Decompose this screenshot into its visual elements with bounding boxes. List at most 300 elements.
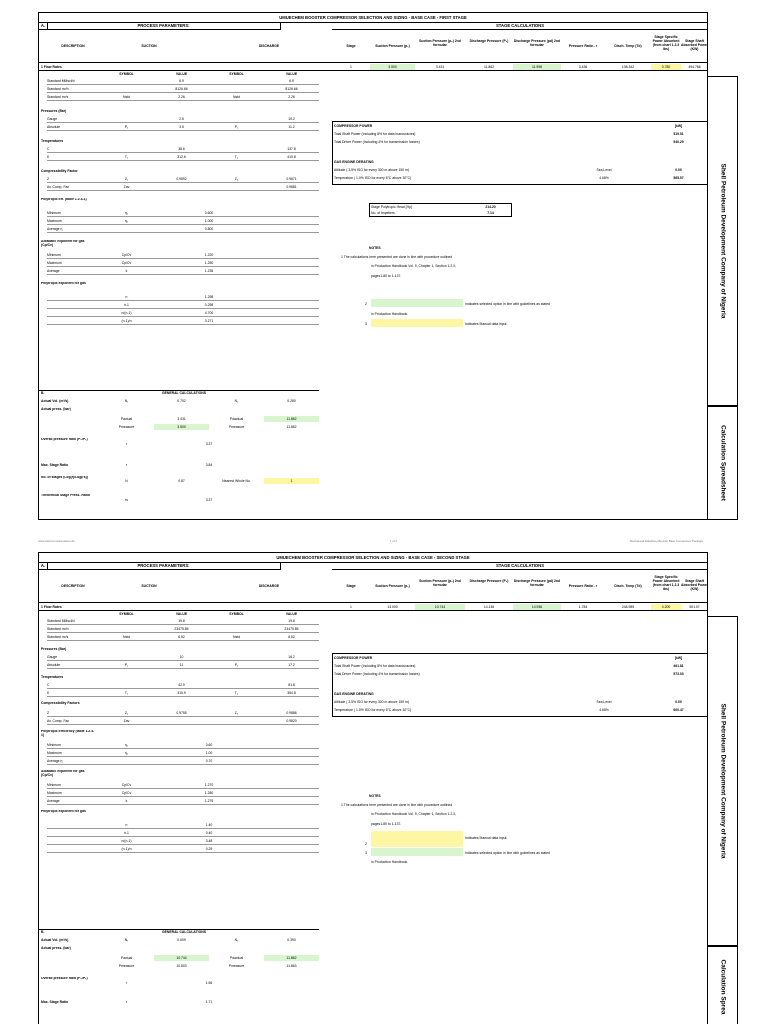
head-value: 214.20 [485, 205, 496, 209]
actual-vol-label: Actual Vol. (m³/s) [41, 938, 69, 942]
poly-max-cell-2: 1.000 [204, 219, 214, 223]
poly-min-cell-2: 0.60 [205, 743, 213, 747]
actual-vol-sym2: N₂ [234, 399, 239, 403]
col-suction-pressure-2: Suction Pressure (p₂) 2nd formular [419, 579, 461, 587]
ap-sym2: Pmeasure [228, 964, 245, 968]
z-avg-row-cell-0: Av. Comp. Fac [47, 719, 70, 723]
sheet-title: UMUECHEM BOOSTER COMPRESSOR SELECTION AND SIZING - BASE CASE - FIRST STAGE [39, 13, 707, 23]
overall-ratio-sym: r [125, 442, 128, 446]
poly-avg-cell-0: Average η [47, 227, 63, 231]
table-gridline [47, 308, 319, 309]
actual-vol-sym1: N₁ [124, 399, 129, 403]
poly-avg-cell-2: 0.70 [205, 759, 213, 763]
compressor-power-label: COMPRESSOR POWER [334, 656, 373, 660]
poly-min-cell-1: η₁ [124, 211, 129, 215]
symbol-header: SYMBOL [119, 72, 134, 76]
flow-row-m3h-cell-2: 23475.85 [174, 627, 189, 631]
flow-row-m3h-cell-4: 23475.85 [284, 627, 299, 631]
stage-number: 1 [350, 605, 352, 609]
company-name: Shell Petroleum Development Company of Nigeria [719, 703, 726, 859]
adia-avg-cell-2: 1.275 [204, 799, 214, 803]
pressure-ratio-value: 3.436 [578, 65, 588, 69]
adia-min-cell-0: Minimum [47, 253, 61, 257]
table-gridline [47, 84, 319, 85]
col-pressure-ratio: Pressure Ratio - r [568, 584, 598, 588]
col-suction: SUCTION [141, 584, 157, 588]
pressure-absolute-cell-2: 3.5 [179, 125, 184, 129]
temp-c-cell-2: 38.6 [178, 147, 185, 151]
polyexp-n1-cell-2: 0.298 [204, 303, 214, 307]
polyexp-inv-cell-1: (n-1)/n [121, 319, 132, 323]
table-gridline [47, 688, 319, 689]
temperature-value: 600.47 [673, 708, 684, 712]
ap-val1: 10.803 [176, 964, 187, 968]
nearest-label: Nearest Whole No. [222, 479, 251, 483]
note-line-3: pages1-80 to 1-137. [371, 274, 402, 278]
poly-max-cell-0: Maximum [47, 751, 62, 755]
theo-ratio-label: Theoretical Stage Press. Ratio [41, 494, 90, 497]
table-gridline [47, 182, 319, 183]
ap-val1: 3.431 [177, 417, 186, 421]
flow-row-mmscfd-cell-2: 19.8 [178, 619, 185, 623]
temp-k-cell-2: 312.6 [177, 155, 186, 159]
temp-c-cell-2: 42.9 [178, 683, 185, 687]
footer-left: www.shell.com/calculation.xls [38, 539, 75, 543]
polyexp-n1-cell-1: n-1 [124, 831, 129, 835]
temp-k-cell-4: 354.8 [287, 691, 296, 695]
col-discharge-pressure-2: Discharge Pressure (pd) 2nd formular [513, 579, 561, 587]
overall-ratio-label: Overall pressure ratio (P₂/P₁) [41, 438, 88, 441]
polyexp-inv-cell-2: 0.29 [205, 847, 213, 851]
actual-vol-val2: 0.390 [287, 938, 296, 942]
table-gridline [47, 696, 319, 697]
table-gridline [47, 828, 319, 829]
col-discharge-pressure: Discharge Pressure (P₂) [469, 39, 509, 43]
total-shaft-label: Total Shaft Power (Including 8% for data inaccuracies) [334, 132, 416, 136]
col-specific-power: Stage Specific Power Absorbed (from chart 1.2.3 ibs) [652, 35, 680, 51]
altitude-mid: Sea Level [596, 700, 612, 704]
polyexp-label: Polytropic exponent for gas [41, 810, 86, 813]
col-suction-pressure: Suction Pressure (p₁) [375, 584, 410, 588]
note-2-num: 2 [365, 302, 367, 306]
poly-min-cell-2: 0.600 [204, 211, 214, 215]
adia-min-cell-2: 1.220 [204, 253, 214, 257]
max-stage-sym: r [125, 463, 128, 467]
ap-sym2: Pdactual [229, 956, 244, 960]
nearest-val[interactable]: 1 [264, 478, 319, 484]
z-row-cell-4: 0.9871 [286, 177, 297, 181]
z-label: Compressibility Factors [41, 701, 80, 705]
temp-k-cell-1: T₁ [124, 691, 129, 695]
altitude-mid: Sea Level [596, 168, 612, 172]
table-gridline [47, 756, 319, 757]
polyexp-label: Polytropic exponent for gas [41, 282, 86, 285]
polyexp-ratio-cell-2: 4.700 [204, 311, 214, 315]
ap-sym1: Pmeasure [118, 425, 135, 429]
notes-label: NOTES [369, 794, 381, 798]
temp-k-cell-0: K [47, 691, 50, 695]
note-3-swatch [371, 319, 463, 327]
table-gridline [47, 160, 319, 161]
actual-vol-sym1: N₁ [124, 938, 129, 942]
value-header-2: VALUE [285, 612, 298, 616]
actual-vol-val2: 0.280 [287, 399, 296, 403]
total-shaft-label: Total Shaft Power (Including 8% for data inaccuracies) [334, 664, 416, 668]
note-3-num: 3 [365, 851, 367, 855]
adia-avg-cell-2: 1.235 [204, 269, 214, 273]
note-line-2: in Production Handbook Vol. 9, Chapter 1, Section 1.2.3, [371, 264, 457, 268]
adia-min-cell-1: Cp/Cv [121, 253, 132, 257]
table-gridline [47, 100, 319, 101]
adia-min-cell-1: Cp/Cv [121, 783, 132, 787]
theo-ratio-val: 3.37 [205, 498, 213, 502]
flow-row-m3s-cell-1: Nstd [123, 95, 130, 99]
adia-avg-cell-0: Average [47, 269, 60, 273]
head-label: Stage Polytropic Head [Hp] [371, 205, 412, 209]
temp-c-cell-4: 81.8 [288, 683, 295, 687]
ap-val2: 11.862 [286, 425, 297, 429]
suction-pressure-2-value[interactable]: 10.744 [415, 604, 465, 610]
altitude-value: 0.00 [675, 168, 682, 172]
poly-max-cell-1: η₂ [124, 751, 129, 755]
table-gridline [47, 624, 319, 625]
z-row-cell-1: Z₁ [124, 177, 129, 181]
shaft-power-value: 501.07 [689, 605, 700, 609]
kw-label: [kW] [674, 656, 683, 660]
poly-eff-label: Polytropic Eff. (table 1.2.3-1) [41, 198, 87, 201]
pressure-gauge-cell-0: Gauge [47, 117, 58, 121]
suction-pressure-value[interactable]: 3.500 [370, 64, 415, 70]
temp-k-cell-3: T₂ [234, 691, 239, 695]
doc-type: Calculation Spreadsheet [719, 425, 726, 501]
shaft-power-value: 494.766 [688, 65, 701, 69]
table-gridline [47, 122, 319, 123]
col-pressure-ratio: Pressure Ratio - r [568, 44, 598, 48]
pressures-label: Pressures (Bar) [41, 647, 67, 651]
note-2-swatch [371, 299, 463, 307]
flow-row-m3h-cell-4: 8126.66 [285, 87, 298, 91]
impellers-value: 7.14 [487, 211, 494, 215]
z-avg-row-cell-1: Zav [123, 185, 130, 189]
table-gridline [47, 844, 319, 845]
disch-temp-value: 248.989 [621, 605, 635, 609]
polyexp-inv-cell-2: 0.271 [204, 319, 214, 323]
pressure-ratio-value: 1.784 [578, 605, 588, 609]
z-row-cell-1: Z₁ [124, 711, 129, 715]
sheet-second-stage [38, 552, 708, 1024]
polyexp-n1-cell-1: n-1 [124, 303, 129, 307]
note-line-3: pages1-80 to 1-137. [371, 822, 402, 826]
col-discharge: DISCHARGE [258, 44, 280, 48]
z-row-cell-3: Z₂ [234, 177, 239, 181]
ap-sym1: Pactual [120, 956, 133, 960]
adia-max-cell-2: 1.280 [204, 791, 214, 795]
z-row-cell-2: 0.9755 [176, 711, 187, 715]
temperatures-label: Temperatures [41, 139, 64, 143]
section-b-marker: B. [41, 930, 45, 934]
overall-ratio-val: 1.56 [205, 981, 213, 985]
altitude-label: Altitude ( 3.5% ISO for every 300 m above 150 m) [334, 168, 410, 172]
actual-vol-val1: 0.702 [177, 399, 186, 403]
col-discharge-pressure-2: Discharge Pressure (pd) 2nd formular [513, 39, 561, 47]
table-gridline [47, 92, 319, 93]
z-row-cell-0: Z [47, 177, 50, 181]
process-params-header: PROCESS PARAMETERS: [47, 562, 281, 570]
temp-k-cell-4: 410.8 [287, 155, 296, 159]
altitude-value: 0.00 [675, 700, 682, 704]
total-drive-value: 540.29 [673, 140, 684, 144]
col-suction-pressure: Suction Pressure (p₁) [375, 44, 410, 48]
note-2b-text: in Production Handbook. [371, 312, 409, 316]
total-drive-label: Total Driver Power (Including 4% for transmission losses) [334, 672, 420, 676]
col-suction-pressure-2: Suction Pressure (p₂) 2nd formular [419, 39, 461, 47]
flow-row-m3s-cell-3: Nstd [233, 635, 240, 639]
side-panel-doc [708, 946, 738, 1024]
max-stage-sym: r [125, 1000, 128, 1004]
general-calc-header: GENERAL CALCULATIONS [162, 930, 206, 934]
flow-row-m3s-cell-0: Standard m³/s [47, 95, 69, 99]
adia-min-cell-0: Minimum [47, 783, 61, 787]
pressure-gauge-cell-2: 2.5 [179, 117, 184, 121]
flow-row-m3s-cell-2: 2.26 [178, 95, 185, 99]
ap-val2[interactable]: 11.862 [264, 955, 319, 961]
note-3b-text: in Production Handbook. [371, 860, 409, 864]
flow-row-mmscfd-cell-4: 6.9 [289, 79, 294, 83]
ap-sym1: Pactual [120, 417, 133, 421]
table-gridline [47, 852, 319, 853]
col-shaft-power: Stage Shaft Absorbed Power (KW) [681, 579, 708, 591]
temp-c-cell-0: C [47, 147, 50, 151]
actual-press-label: Actual press. (bar) [41, 946, 71, 950]
flow-rates-label: 1 Flow Rates [41, 605, 62, 609]
poly-min-cell-1: η₁ [124, 743, 129, 747]
specific-power-value[interactable]: 0.200 [651, 604, 681, 610]
poly-max-cell-2: 1.00 [205, 751, 213, 755]
note-3-num: 3 [365, 322, 367, 326]
sheet-title: UMUECHEM BOOSTER COMPRESSOR SELECTION AND SIZING - BASE CASE - SECOND STAGE [39, 553, 707, 563]
z-avg-row-cell-0: Av. Comp. Fac [47, 185, 70, 189]
table-gridline [47, 216, 319, 217]
adia-max-cell-1: Cp/Cv [121, 261, 132, 265]
symbol-header: SYMBOL [119, 612, 134, 616]
compressor-power-label: COMPRESSOR POWER [334, 124, 373, 128]
discharge-pressure-value: 11.862 [483, 65, 495, 69]
table-gridline [47, 274, 319, 275]
table-gridline [47, 130, 319, 131]
table-gridline [47, 232, 319, 233]
pressure-absolute-cell-2: 11 [179, 663, 184, 667]
pressure-gauge-cell-4: 10.2 [288, 117, 295, 121]
col-specific-power: Stage Specific Power Absorbed (from chart 1.2.3 ibs) [652, 575, 680, 591]
z-avg-row-cell-1: Zav [123, 719, 130, 723]
adiabatic-label: Adiabatic exponent for gas (Cp/Cv) [41, 770, 85, 777]
section-a: A. [39, 562, 48, 570]
polyexp-n-cell-2: 1.40 [205, 823, 213, 827]
section-b-marker: B. [41, 391, 45, 395]
footer-page: 1 of 2 [390, 539, 397, 543]
discharge-pressure-value: 14.136 [483, 605, 495, 609]
value-header-2: VALUE [285, 72, 298, 76]
table-gridline [47, 640, 319, 641]
temperature-value: 565.57 [673, 176, 684, 180]
flow-row-m3s-cell-4: 6.52 [288, 635, 295, 639]
symbol-header-2: SYMBOL [229, 72, 244, 76]
flow-row-mmscfd-cell-0: Standard MMscf/d [47, 79, 75, 83]
col-shaft-power: Stage Shaft Absorbed Power (KW) [681, 39, 708, 51]
table-gridline [47, 748, 319, 749]
table-gridline [47, 796, 319, 797]
note-line-1: 1 The calculations here presented are done in line with procedure outlined [341, 803, 453, 807]
value-header: VALUE [175, 612, 188, 616]
temp-k-cell-2: 315.9 [177, 691, 186, 695]
max-stage-label: Max. Stage Ratio [41, 463, 69, 467]
temperature-label: Temperature ( 1.0% ISO for every 5°C above 30°C) [334, 708, 412, 712]
actual-vol-val1: 0.609 [177, 938, 186, 942]
notes-label: NOTES [369, 246, 381, 250]
specific-power-value[interactable]: 0.780 [651, 64, 681, 70]
ap-val2[interactable]: 11.862 [264, 416, 319, 422]
col-stage: Stage [346, 584, 356, 588]
kw-label: [kW] [674, 124, 683, 128]
pressure-absolute-cell-3: P₂ [234, 125, 239, 129]
flow-row-m3s-cell-0: Standard m³/s [47, 635, 69, 639]
no-stages-val: 0.87 [178, 479, 185, 483]
temp-c-cell-0: C [47, 683, 50, 687]
poly-min-cell-0: Minimum [47, 211, 61, 215]
ap-sym2: Pdactual [229, 417, 244, 421]
z-row-cell-0: Z [47, 711, 50, 715]
ap-val1[interactable]: 3.500 [154, 424, 209, 430]
polyexp-n1-cell-2: 0.40 [205, 831, 213, 835]
table-gridline [47, 300, 319, 301]
ap-sym1: Pmeasure [118, 964, 135, 968]
temperature-label: Temperature ( 1.0% ISO for every 5°C above 30°C) [334, 176, 412, 180]
table-gridline [47, 668, 319, 669]
z-label: Compressibility Factor [41, 169, 78, 173]
actual-vol-label: Actual Vol. (m³/s) [41, 399, 69, 403]
max-stage-label: Max. Stage Ratio [41, 1000, 69, 1004]
col-disch-temp: Disch. Temp (Td) [614, 44, 642, 48]
flow-row-m3s-cell-2: 6.52 [178, 635, 185, 639]
note-3-swatch [371, 848, 463, 856]
derating-label: GAS ENGINE DERATING [334, 692, 374, 696]
pressure-absolute-cell-4: 17.2 [288, 663, 295, 667]
discharge-pressure-2-value[interactable]: 11.998 [513, 64, 561, 70]
adiabatic-label: Adiabatic exponent for gas (Cp/Cv) [41, 240, 85, 247]
flow-rates-label: 1 Flow Rates [41, 65, 62, 69]
pressure-absolute-cell-0: Absolute [47, 125, 61, 129]
table-gridline [47, 788, 319, 789]
poly-avg-cell-0: Average η [47, 759, 63, 763]
footer-right: Mechanical Datasheet Booster Base Compressor Package [630, 539, 703, 543]
disch-temp-value: 108.342 [621, 65, 635, 69]
adia-min-cell-2: 1.270 [204, 783, 214, 787]
flow-row-m3s-cell-4: 2.26 [288, 95, 295, 99]
table-gridline [47, 224, 319, 225]
suction-pressure-value: 13.000 [387, 605, 398, 609]
note-line-2: in Production Handbook Vol. 9, Chapter 1, Section 1.2.3, [371, 812, 457, 816]
temp-k-cell-3: T₂ [234, 155, 239, 159]
note-2-swatch [371, 831, 463, 847]
theo-ratio-sym: rs [125, 498, 128, 502]
flow-row-mmscfd-cell-4: 19.8 [288, 619, 295, 623]
col-stage: Stage [346, 44, 356, 48]
poly-eff-label: Polytropic Efficiency (table 1.2.3-1) [41, 730, 95, 737]
temp-c-cell-4: 137.8 [287, 147, 296, 151]
table-gridline [47, 804, 319, 805]
table-gridline [47, 724, 319, 725]
temp-k-cell-1: T₁ [124, 155, 129, 159]
suction-pressure-2-value: 3.431 [435, 65, 445, 69]
general-calc-header: GENERAL CALCULATIONS [162, 391, 206, 395]
side-panel-company [708, 616, 738, 946]
note-3-text: Indicates selected option in line with guidelines as stated [465, 851, 551, 855]
overall-ratio-sym: r [125, 981, 128, 985]
stage-calc-header: STAGE CALCULATIONS [332, 562, 708, 570]
temperature-mid: 4.68% [599, 708, 609, 712]
polyexp-n-cell-2: 1.298 [204, 295, 214, 299]
pressure-absolute-cell-1: P₁ [124, 125, 129, 129]
poly-avg-cell-2: 0.800 [204, 227, 214, 231]
flow-row-m3s-cell-1: Nstd [123, 635, 130, 639]
adia-avg-cell-1: k [125, 799, 128, 803]
no-stages-sym: N [125, 479, 128, 483]
table-gridline [47, 152, 319, 153]
table-gridline [47, 324, 319, 325]
table-gridline [47, 266, 319, 267]
discharge-pressure-2-value[interactable]: 14.936 [513, 604, 561, 610]
doc-type: Calculation Sprea [719, 959, 726, 1015]
overall-ratio-val: 3.37 [205, 442, 213, 446]
poly-max-cell-0: Maximum [47, 219, 62, 223]
pressure-absolute-cell-4: 11.2 [288, 125, 295, 129]
poly-max-cell-1: η₂ [124, 219, 129, 223]
pressure-gauge-cell-0: Gauge [47, 655, 58, 659]
polyexp-n-cell-1: n [125, 295, 128, 299]
value-header: VALUE [175, 72, 188, 76]
col-disch-temp: Disch. Temp (Td) [614, 584, 642, 588]
note-2-text: Indicates selected option in line with guidelines as stated [465, 302, 551, 306]
pressure-absolute-cell-3: P₂ [234, 663, 239, 667]
pressure-absolute-cell-0: Absolute [47, 663, 61, 667]
altitude-label: Altitude ( 3.5% ISO for every 300 m above 150 m) [334, 700, 410, 704]
symbol-header-2: SYMBOL [229, 612, 244, 616]
adia-avg-cell-0: Average [47, 799, 60, 803]
adia-max-cell-1: Cp/Cv [121, 791, 132, 795]
flow-row-m3h-cell-0: Standard m³/h [47, 87, 69, 91]
ap-val1[interactable]: 10.744 [154, 955, 209, 961]
note-2-num: 2 [365, 842, 367, 846]
col-suction: SUCTION [141, 44, 157, 48]
z-row-cell-2: 0.9892 [176, 177, 187, 181]
section-a: A. [39, 22, 48, 30]
pressures-label: Pressures (Bar) [41, 109, 67, 113]
note-3-text: Indicates Manual data input. [465, 322, 508, 326]
pressure-absolute-cell-1: P₁ [124, 663, 129, 667]
side-panel-company [708, 76, 738, 406]
pressure-gauge-cell-4: 16.2 [288, 655, 295, 659]
polyexp-inv-cell-1: (n-1)/n [121, 847, 132, 851]
polyexp-ratio-cell-1: n/(n-1) [121, 311, 132, 315]
process-params-header: PROCESS PARAMETERS: [47, 22, 281, 30]
polyexp-ratio-cell-2: 3.48 [205, 839, 213, 843]
pressure-gauge-cell-2: 10 [179, 655, 184, 659]
note-2-text: Indicates Manual data input. [465, 836, 508, 840]
derating-label: GAS ENGINE DERATING [334, 160, 374, 164]
side-panel-doc [708, 406, 738, 520]
table-gridline [47, 190, 319, 191]
col-discharge-pressure: Discharge Pressure (P₂) [469, 579, 509, 583]
